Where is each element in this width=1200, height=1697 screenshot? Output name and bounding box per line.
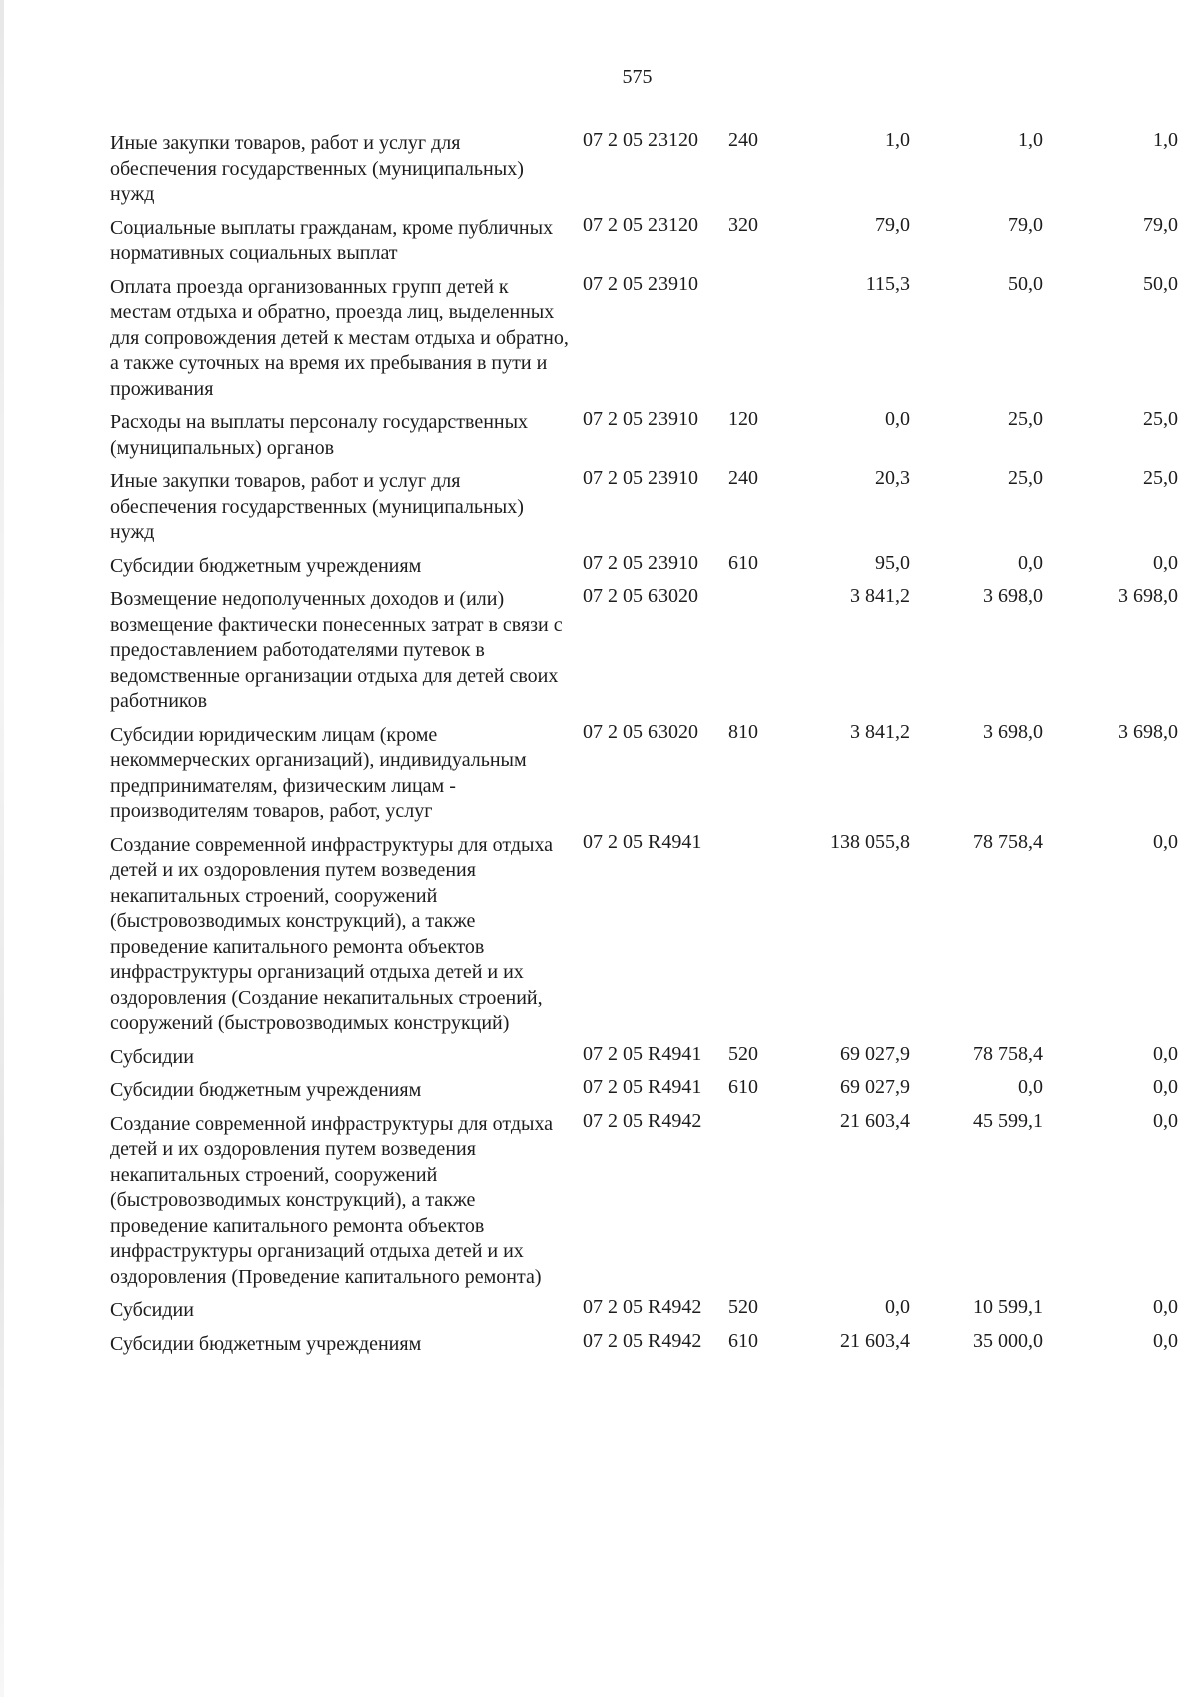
row-value-1: 69 027,9: [840, 1042, 910, 1065]
row-value-1: 21 603,4: [840, 1109, 910, 1132]
row-code: 07 2 05 R4941: [583, 830, 702, 853]
table-row: [0, 1295, 1200, 1329]
row-value-3: 0,0: [1153, 1109, 1178, 1132]
table-row: [0, 584, 1200, 720]
row-value-3: 25,0: [1143, 467, 1178, 489]
row-value-3: 3 698,0: [1118, 720, 1178, 743]
row-name: Субсидии бюджетным учреждениям: [110, 554, 422, 577]
row-value-1: 95,0: [875, 551, 910, 574]
table-row: [0, 128, 1200, 213]
row-value-3: 0,0: [1153, 1042, 1178, 1065]
row-name: Оплата проезда организованных групп детей к местам отдыха и обратно, проезда лиц, выделенных для сопровождения детей к местам отдыха и обратно, а также суточных на время их пребывания в пути и проживания: [110, 275, 569, 400]
row-value-1: 69 027,9: [840, 1076, 910, 1098]
row-value-2: 3 698,0: [983, 720, 1043, 743]
table-row: [0, 1109, 1200, 1296]
row-value-1: 21 603,4: [840, 1329, 910, 1352]
row-value-2: 3 698,0: [983, 585, 1043, 607]
row-value-3: 0,0: [1153, 1296, 1178, 1318]
page-number: 575: [622, 66, 653, 88]
row-expense-type: 610: [728, 1076, 758, 1098]
row-value-3: 0,0: [1153, 551, 1178, 574]
row-expense-type: 520: [728, 1042, 758, 1065]
row-code: 07 2 05 23120: [583, 129, 698, 151]
table-row: [0, 1042, 1200, 1076]
table-row: [0, 213, 1200, 272]
row-value-3: 79,0: [1143, 213, 1178, 236]
row-name: Создание современной инфраструктуры для отдыха детей и их оздоровления путем возведения некапитальных строений, сооружений (быстровозводимых конструкций), а также проведение капитального ремонта объектов инфраструктуры организаций отдыха детей и их оздоровления (Создание некапитальных строений, сооружений (быстровозводимых конструкций): [110, 833, 554, 1034]
table-row: [0, 407, 1200, 466]
row-code: 07 2 05 23910: [583, 467, 698, 489]
row-value-1: 1,0: [885, 129, 910, 151]
row-value-3: 1,0: [1153, 129, 1178, 151]
row-name: Субсидии бюджетным учреждениям: [110, 1079, 422, 1101]
table-row: [0, 830, 1200, 1042]
row-value-3: 0,0: [1153, 830, 1178, 853]
row-value-3: 0,0: [1153, 1076, 1178, 1098]
row-code: 07 2 05 R4942: [583, 1109, 702, 1132]
row-value-2: 0,0: [1018, 1076, 1043, 1098]
row-code: 07 2 05 23910: [583, 272, 698, 295]
row-code: 07 2 05 R4942: [583, 1329, 702, 1352]
table-row: [0, 466, 1200, 551]
row-value-2: 50,0: [1008, 272, 1043, 295]
row-expense-type: 240: [728, 129, 758, 151]
row-value-3: 3 698,0: [1118, 585, 1178, 607]
row-code: 07 2 05 R4942: [583, 1296, 702, 1318]
row-code: 07 2 05 R4941: [583, 1042, 702, 1065]
row-name: Иные закупки товаров, работ и услуг для обеспечения государственных (муниципальных) нужд: [110, 132, 524, 205]
row-value-1: 3 841,2: [850, 585, 910, 607]
row-name: Иные закупки товаров, работ и услуг для обеспечения государственных (муниципальных) нужд: [110, 470, 524, 543]
row-expense-type: 520: [728, 1296, 758, 1318]
row-expense-type: 610: [728, 1329, 758, 1352]
budget-table: [0, 128, 1200, 1362]
row-name: Расходы на выплаты персоналу государственных (муниципальных) органов: [110, 411, 529, 459]
row-value-1: 138 055,8: [830, 830, 910, 853]
row-code: 07 2 05 23910: [583, 408, 698, 430]
table-row: [0, 720, 1200, 830]
row-value-2: 35 000,0: [973, 1329, 1043, 1352]
row-value-2: 25,0: [1008, 467, 1043, 489]
row-expense-type: 810: [728, 720, 758, 743]
row-value-1: 79,0: [875, 213, 910, 236]
row-value-1: 0,0: [885, 408, 910, 430]
table-row: [0, 1075, 1200, 1109]
row-value-1: 3 841,2: [850, 720, 910, 743]
row-value-3: 0,0: [1153, 1329, 1178, 1352]
row-value-2: 0,0: [1018, 551, 1043, 574]
table-row: [0, 551, 1200, 585]
row-code: 07 2 05 23910: [583, 551, 698, 574]
row-value-2: 10 599,1: [973, 1296, 1043, 1318]
row-expense-type: 610: [728, 551, 758, 574]
row-value-2: 25,0: [1008, 408, 1043, 430]
row-value-1: 0,0: [885, 1296, 910, 1318]
table-row: [0, 1329, 1200, 1363]
row-expense-type: 240: [728, 467, 758, 489]
row-value-2: 45 599,1: [973, 1109, 1043, 1132]
row-name: Возмещение недополученных доходов и (или) возмещение фактически понесенных затрат в связи с предоставлением работодателями путевок в ведомственные организации отдыха для детей своих работников: [110, 588, 563, 712]
row-code: 07 2 05 23120: [583, 213, 698, 236]
row-code: 07 2 05 63020: [583, 720, 698, 743]
row-name: Социальные выплаты гражданам, кроме публичных нормативных социальных выплат: [110, 216, 554, 264]
row-code: 07 2 05 R4941: [583, 1076, 702, 1098]
row-value-3: 25,0: [1143, 408, 1178, 430]
row-value-1: 115,3: [865, 272, 910, 295]
row-value-2: 78 758,4: [973, 1042, 1043, 1065]
row-expense-type: 120: [728, 408, 758, 430]
row-name: Субсидии: [110, 1045, 194, 1068]
row-code: 07 2 05 63020: [583, 585, 698, 607]
row-value-2: 1,0: [1018, 129, 1043, 151]
row-value-2: 78 758,4: [973, 830, 1043, 853]
row-value-3: 50,0: [1143, 272, 1178, 295]
row-value-1: 20,3: [875, 467, 910, 489]
row-expense-type: 320: [728, 213, 758, 236]
row-value-2: 79,0: [1008, 213, 1043, 236]
row-name: Создание современной инфраструктуры для отдыха детей и их оздоровления путем возведения некапитальных строений, сооружений (быстровозводимых конструкций), а также проведение капитального ремонта объектов инфраструктуры организаций отдыха детей и их оздоровления (Проведение капитального ремонта): [110, 1112, 554, 1288]
table-row: [0, 272, 1200, 408]
row-name: Субсидии: [110, 1299, 194, 1321]
row-name: Субсидии бюджетным учреждениям: [110, 1332, 422, 1355]
row-name: Субсидии юридическим лицам (кроме некоммерческих организаций), индивидуальным предпринимателям, физическим лицам - производителям товаров, работ, услуг: [110, 723, 527, 822]
